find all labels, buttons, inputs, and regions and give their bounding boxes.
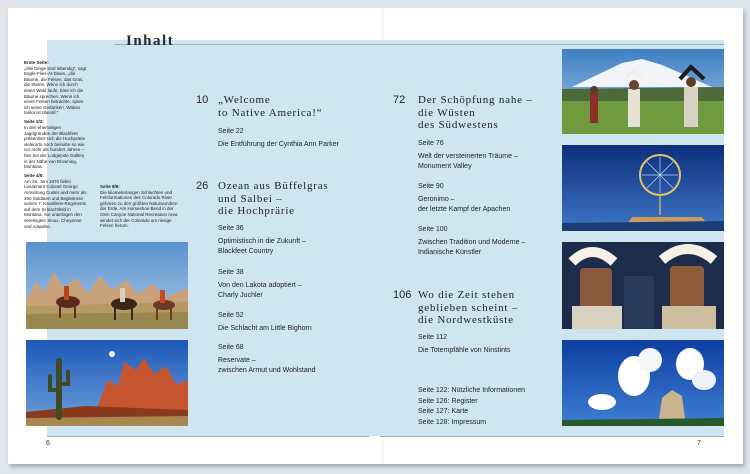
info-item[interactable]: Seite 126: Register bbox=[418, 397, 478, 405]
caption-text: In den ehemaligen Jagdgründen der Blackfeet präsentiert sich die Hochprärie vielerorts noch beinahe so wie vor mehr als hundert Jahren – hier bei der Lodgepole Gallery in der Nähe von Browning, Montana. bbox=[24, 125, 86, 170]
section-heading: „Welcome to Native America!“ bbox=[218, 94, 323, 119]
section-heading: Wo die Zeit stehen geblieben scheint – die Nordwestküste bbox=[418, 289, 519, 326]
entry-title: Die Entführung der Cynthia Ann Parker bbox=[218, 141, 340, 148]
info-list bbox=[418, 386, 525, 428]
section-page-number: 10 bbox=[196, 94, 209, 106]
entry-page: Seite 38 bbox=[218, 269, 244, 276]
entry-page: Seite 68 bbox=[218, 344, 244, 351]
photo-desert-cactus bbox=[26, 340, 188, 426]
info-item[interactable]: Seite 122: Nützliche Informationen bbox=[418, 387, 526, 394]
caption-text: Am 25. Juni 1876 fielen Lieutenant Colonel George Armstrong Custer und mehr als 260 Soldaten und Begleitrose seines 7. Kavallerie-Regiments auf dem Schlachtfeld in Montana. Sie unterlagen den vereinigten Sioux, Cheyenne und Arapaho. bbox=[24, 178, 87, 229]
folio-right: 7 bbox=[697, 440, 701, 447]
toc-entry[interactable] bbox=[418, 139, 518, 172]
entry-title: Zwischen Tradition und Moderne – Indianische Künstler bbox=[418, 239, 526, 256]
entry-page: Seite 22 bbox=[218, 128, 244, 135]
entry-title: Reservate – zwischen Armut und Wohlstand bbox=[218, 357, 316, 374]
section-heading: Ozean aus Büffelgras und Salbei – die Hochprärie bbox=[218, 180, 329, 217]
caption-heading: Seite 4/5: bbox=[24, 173, 44, 179]
toc-entry[interactable] bbox=[418, 182, 510, 215]
entry-page: Seite 76 bbox=[418, 140, 444, 147]
photo-crazy-horse-clouds bbox=[562, 340, 724, 426]
toc-entry[interactable] bbox=[218, 311, 312, 334]
section-page-number: 72 bbox=[393, 94, 406, 106]
entry-page: Seite 52 bbox=[218, 312, 244, 319]
folio-left: 6 bbox=[46, 440, 50, 447]
entry-title: Welt der versteinerten Träume – Monument Valley bbox=[418, 153, 518, 170]
info-item[interactable]: Seite 127: Karte bbox=[418, 408, 469, 415]
caption-heading: Erste Seite: bbox=[24, 60, 49, 65]
entry-title: Von den Lakota adoptiert – Charly Juchler bbox=[218, 282, 302, 299]
toc-entry[interactable] bbox=[218, 127, 339, 150]
entry-title: Die Schlacht am Little Bighorn bbox=[218, 325, 312, 332]
photo-dreamcatcher bbox=[562, 145, 724, 231]
info-item[interactable]: Seite 128: Impressum bbox=[418, 418, 487, 426]
section-page-number: 26 bbox=[196, 180, 209, 192]
caption-page-2-3 bbox=[24, 119, 88, 169]
caption-first-page bbox=[24, 60, 88, 116]
header-rule bbox=[114, 44, 724, 45]
bottom-rule-right bbox=[380, 436, 724, 437]
toc-entry[interactable] bbox=[218, 268, 302, 301]
toc-entry[interactable] bbox=[418, 333, 510, 356]
caption-page-8-9 bbox=[100, 184, 178, 229]
photo-mountain-dancers bbox=[562, 49, 724, 134]
toc-entry[interactable] bbox=[218, 343, 316, 376]
toc-entry[interactable] bbox=[218, 224, 306, 257]
photo-riders-badlands bbox=[26, 242, 188, 329]
caption-heading: Seite 8/9: bbox=[100, 184, 120, 189]
entry-page: Seite 112 bbox=[418, 334, 448, 341]
section-page-number: 106 bbox=[393, 289, 412, 301]
entry-title: Geronimo – der letzte Kampf der Apachen bbox=[418, 196, 511, 213]
caption-text: „Alle Dinge sind lebendig“, sagt Eagle-Flies-At-Dawn, „die Bäume, die Felsen, das Gras, die Steine. Wenn ich durch einen Wald laufe, höre ich die Bäume sprechen. Wenn ich einen Felsen betrachte, spüre ich seine Gedanken. Wakan tanka ist überall.“ bbox=[24, 65, 87, 116]
photo-chiefs-headdress bbox=[562, 242, 724, 329]
section-heading: Der Schöpfung nahe – die Wüsten des Südwestens bbox=[418, 94, 533, 131]
page-title: Inhalt bbox=[126, 33, 175, 49]
caption-heading: Seite 2/3: bbox=[24, 119, 44, 125]
entry-title: Die Totempfähle von Ninstints bbox=[418, 347, 511, 354]
caption-text: Die kilometerlangen Schluchten und Felsformationen des Colorado River gehören zu den größten Naturwundern der Erde. Am Horseshoe Bend in der Glen Canyon National Recreation Area windet sich der Colorado um riesige Felsen herum. bbox=[100, 189, 178, 229]
photo-captions bbox=[24, 60, 88, 233]
entry-title: Optimistisch in die Zukunft – Blackfeet Country bbox=[218, 238, 306, 255]
caption-page-4-5 bbox=[24, 173, 88, 229]
bottom-rule-left bbox=[47, 436, 369, 437]
entry-page: Seite 36 bbox=[218, 225, 244, 232]
entry-page: Seite 100 bbox=[418, 226, 448, 233]
toc-entry[interactable] bbox=[418, 225, 525, 258]
entry-page: Seite 90 bbox=[418, 183, 444, 190]
